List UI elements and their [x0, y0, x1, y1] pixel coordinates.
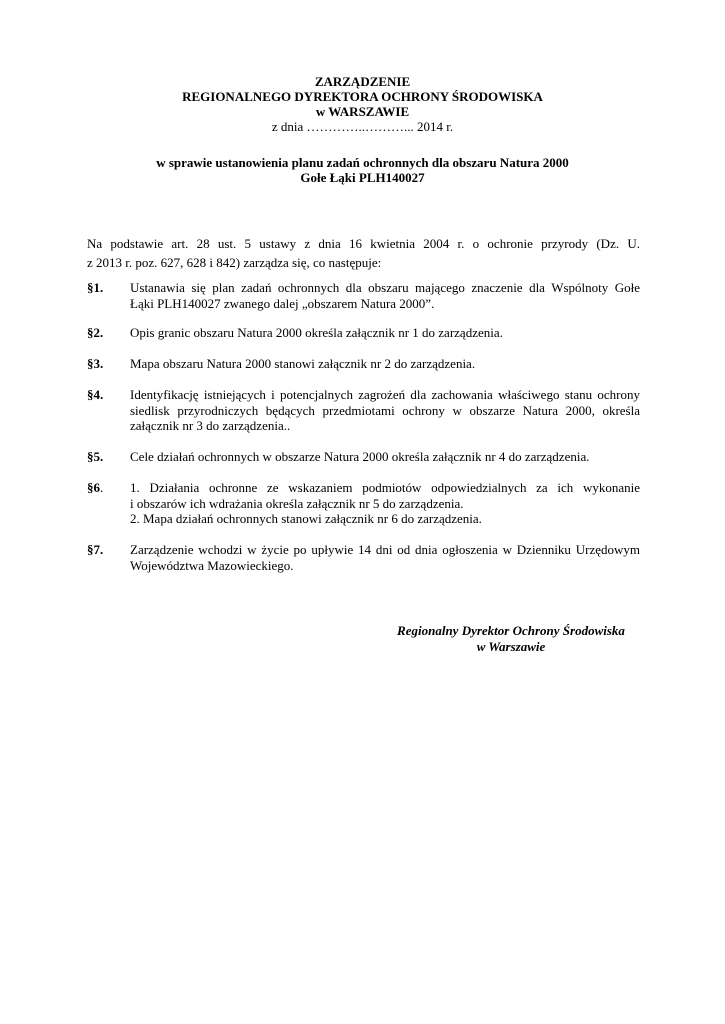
- issuing-authority: REGIONALNEGO DYREKTORA OCHRONY ŚRODOWISKA: [182, 89, 543, 104]
- paragraph-line: Zarządzenie wchodzi w życie po upływie 14 dni od dnia ogłoszenia w Dzienniku Urzędowym: [130, 542, 640, 557]
- paragraph-line: i obszarów ich wdrażania określa załącznik nr 5 do zarządzenia.: [130, 495, 464, 511]
- paragraph-line: Opis granic obszaru Natura 2000 określa załącznik nr 1 do zarządzenia.: [130, 325, 503, 340]
- paragraph-line: Cele działań ochronnych w obszarze Natura 2000 określa załącznik nr 4 do zarządzenia.: [130, 449, 590, 464]
- paragraph-line: siedlisk przyrodniczych będących przedmiotami ochrony w obszarze Natura 2000, określa: [130, 402, 640, 418]
- authority-city: w WARSZAWIE: [315, 104, 410, 119]
- paragraph-line: Ustanawia się plan zadań ochronnych dla obszaru mającego znaczenie dla Wspólnoty Gołe: [130, 280, 640, 295]
- document-header: [0, 74, 725, 134]
- paragraph-number: [87, 480, 127, 496]
- paragraph-number-text: §6: [87, 480, 100, 495]
- paragraph-line: Identyfikację istniejących i potencjalnych zagrożeń dla zachowania właściwego stanu ochrony: [130, 387, 640, 402]
- paragraph-line: Województwa Mazowieckiego.: [130, 557, 294, 573]
- legal-basis: [87, 234, 640, 272]
- date-line: z dnia …………..………... 2014 r.: [271, 119, 454, 134]
- paragraph-body: [130, 356, 640, 372]
- document-title: ZARZĄDZENIE: [314, 74, 411, 89]
- paragraph-number: §5.: [87, 449, 104, 464]
- legal-basis-line-2: z 2013 r. poz. 627, 628 i 842) zarządza się, co następuje:: [87, 255, 382, 270]
- paragraph-number-suffix: .: [100, 480, 104, 495]
- paragraph-number: §3.: [87, 356, 104, 371]
- subject-line-2: Gołe Łąki PLH140027: [300, 170, 425, 185]
- paragraph-number: §1.: [87, 280, 104, 295]
- paragraph-body: [130, 542, 640, 573]
- legal-basis-line-1: Na podstawie art. 28 ust. 5 ustawy z dnia 16 kwietnia 2004 r. o ochronie przyrody (Dz. U.: [87, 236, 640, 251]
- subject-line-1: w sprawie ustanowienia planu zadań ochronnych dla obszaru Natura 2000: [156, 155, 569, 170]
- paragraph-body: [130, 449, 640, 465]
- signatory-city: w Warszawie: [476, 639, 546, 654]
- paragraph-line: 1. Działania ochronne ze wskazaniem podmiotów odpowiedzialnych za ich wykonanie: [130, 480, 640, 495]
- paragraph-line: Łąki PLH140027 zwanego dalej „obszarem Natura 2000”.: [130, 295, 435, 311]
- paragraph-body: [130, 480, 640, 527]
- signature-block: [380, 623, 642, 655]
- paragraph-line: 2. Mapa działań ochronnych stanowi załącznik nr 6 do zarządzenia.: [130, 511, 482, 526]
- paragraph-number: §7.: [87, 542, 104, 557]
- paragraph-body: [130, 325, 640, 341]
- paragraph-number: §2.: [87, 325, 104, 340]
- signatory-title: Regionalny Dyrektor Ochrony Środowiska: [397, 623, 625, 638]
- paragraph-line: załącznik nr 3 do zarządzenia..: [130, 418, 291, 433]
- paragraph-body: [130, 387, 640, 434]
- paragraph-line: Mapa obszaru Natura 2000 stanowi załącznik nr 2 do zarządzenia.: [130, 356, 476, 371]
- paragraph-number: §4.: [87, 387, 104, 402]
- document-subject: [0, 155, 725, 185]
- paragraph-body: [130, 280, 640, 311]
